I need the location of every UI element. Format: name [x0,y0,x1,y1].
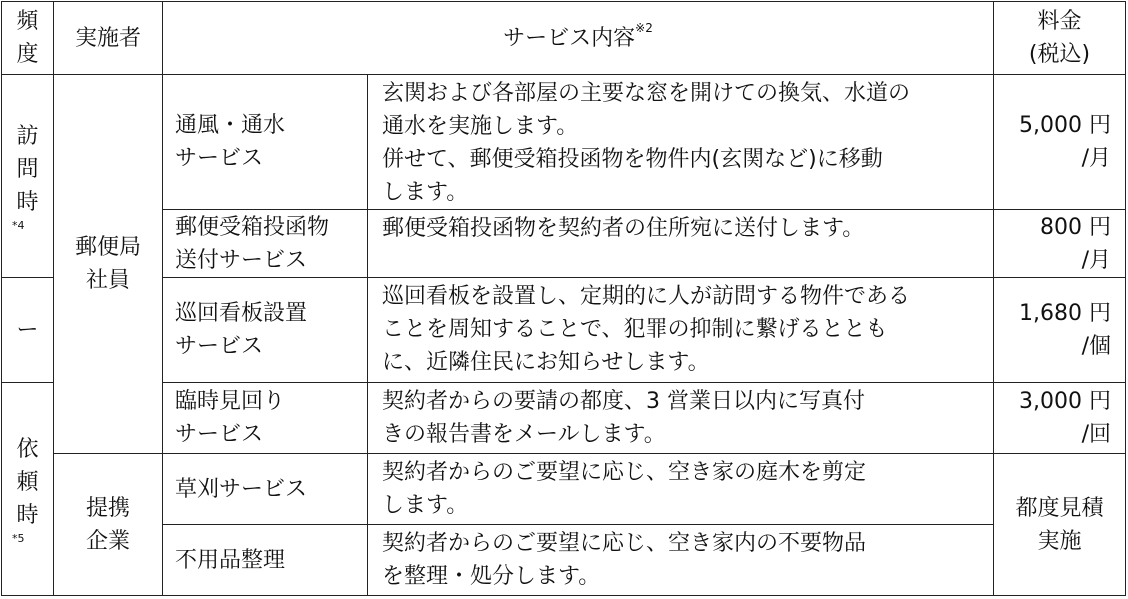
service-name: 不用品整理 [163,525,368,596]
service-description: 郵便受箱投函物を契約者の住所宛に送付します。 [368,210,994,278]
service-price: 800 円 /月 [994,210,1126,278]
table-row [2,454,1126,525]
header-frequency: 頻 度 [2,2,54,75]
table-row [2,75,1126,210]
request-footnote: *5 [12,532,25,545]
estimate-price: 都度見積 実施 [994,454,1126,596]
service-name: 巡回看板設置 サービス [163,278,368,383]
visit-footnote: *4 [12,219,25,232]
service-description: 契約者からのご要望に応じ、空き家の庭木を剪定 します。 [368,454,994,525]
service-description: 契約者からの要請の都度、3 営業日以内に写真付 きの報告書をメールします。 [368,383,994,454]
service-price: 1,680 円 /個 [994,278,1126,383]
service-name: 郵便受箱投函物 送付サービス [163,210,368,278]
service-name: 通風・通水 サービス [163,75,368,210]
frequency-none: ー [2,278,54,383]
service-description: 玄関および各部屋の主要な窓を開けての換気、水道の 通水を実施します。 併せて、郵便受箱投函物を物件内(玄関など)に移動 します。 [368,75,994,210]
table-header-row [2,2,1126,75]
service-name: 臨時見回り サービス [163,383,368,454]
implementer-partner: 提携 企業 [54,454,163,596]
service-description: 巡回看板を設置し、定期的に人が訪問する物件である ことを周知することで、犯罪の抑制に繋げるととも に、近隣住民にお知らせします。 [368,278,994,383]
header-fee: 料金 (税込) [994,2,1126,75]
header-service-content: サービス内容$^{※2}$ [163,2,994,75]
service-price: 3,000 円 /回 [994,383,1126,454]
service-price: 5,000 円 /月 [994,75,1126,210]
table-row [2,210,1126,278]
header-implementer: 実施者 [54,2,163,75]
frequency-request: 依 頼 時 *5 [2,383,54,596]
service-fee-table [1,1,1126,596]
table-row [2,383,1126,454]
table-row [2,278,1126,383]
frequency-visit: 訪 問 時 *4 [2,75,54,278]
implementer-post-office: 郵便局 社員 [54,75,163,454]
service-content-note: ※2 [635,20,653,35]
service-name: 草刈サービス [163,454,368,525]
service-description: 契約者からのご要望に応じ、空き家内の不要物品 を整理・処分します。 [368,525,994,596]
table-row [2,525,1126,596]
